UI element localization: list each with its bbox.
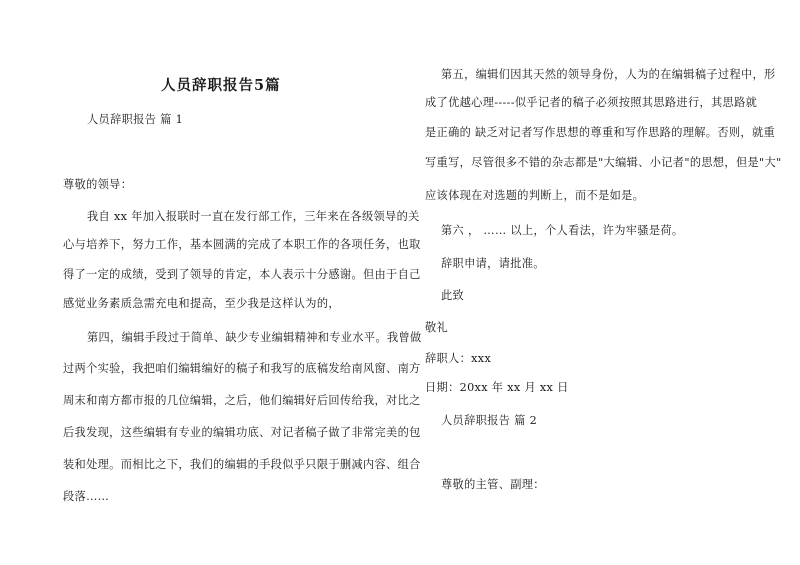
document-title: 人员辞职报告5篇 xyxy=(161,77,281,94)
paragraph-6: 第六 ， …… 以上，个人看法，许为牢骚是荷。 xyxy=(441,224,684,237)
paragraph-2-line-5: 装和处理。而相比之下，我们的编辑的手段似乎只限于删减内容、组合 xyxy=(63,458,421,471)
paragraph-5-line-3: 是正确的 缺乏对记者写作思想的尊重和写作思路的理解。否则，就重 xyxy=(425,126,776,139)
salutation-2: 尊敬的主管、副理： xyxy=(441,478,545,491)
date-line: 日期：20xx 年 xx 月 xx 日 xyxy=(425,381,569,394)
paragraph-5-line-2: 成了优越心理-----似乎记者的稿子必须按照其思路进行，其思路就 xyxy=(425,96,758,109)
paragraph-1-line-1: 我自 xx 年加入报联时一直在发行部工作，三年来在各级领导的关 xyxy=(87,210,420,223)
closing-cizhi: 此致 xyxy=(441,289,465,302)
paragraph-5-line-1: 第五，编辑们因其天然的领导身份，人为的在编辑稿子过程中，形 xyxy=(441,68,776,81)
closing-jingli: 敬礼 xyxy=(425,321,449,334)
paragraph-1-line-2: 心与培养下，努力工作，基本圆满的完成了本职工作的各项任务，也取 xyxy=(63,238,421,251)
paragraph-5-line-4: 写重写，尽管很多不错的杂志都是"大编辑、小记者"的思想，但是"大" xyxy=(425,156,782,169)
paragraph-2-line-1: 第四，编辑手段过于简单、缺少专业编辑精神和专业水平。我曾做 xyxy=(87,331,422,344)
paragraph-2-line-6: 段落…… xyxy=(63,490,110,503)
resignation-request: 辞职申请，请批准。 xyxy=(441,257,545,270)
paragraph-5-line-5: 应该体现在对选题的判断上，而不是如是。 xyxy=(425,189,645,202)
salutation-1: 尊敬的领导： xyxy=(63,178,133,191)
paragraph-2-line-2: 过两个实验，我把咱们编辑编好的稿子和我写的底稿发给南风窗、南方 xyxy=(63,362,421,375)
signer-line: 辞职人：xxx xyxy=(425,352,492,365)
section-heading-2: 人员辞职报告 篇 2 xyxy=(441,414,538,427)
paragraph-1-line-3: 得了一定的成绩，受到了领导的肯定，本人表示十分感谢。但由于自己 xyxy=(63,268,421,281)
paragraph-2-line-3: 周末和南方都市报的几位编辑，之后，他们编辑好后回传给我，对比之 xyxy=(63,394,421,407)
section-heading-1: 人员辞职报告 篇 1 xyxy=(87,113,184,126)
paragraph-2-line-4: 后我发现，这些编辑有专业的编辑功底、对记者稿子做了非常完美的包 xyxy=(63,426,421,439)
paragraph-1-line-4: 感觉业务素质急需充电和提高，至少我是这样认为的， xyxy=(63,297,340,310)
